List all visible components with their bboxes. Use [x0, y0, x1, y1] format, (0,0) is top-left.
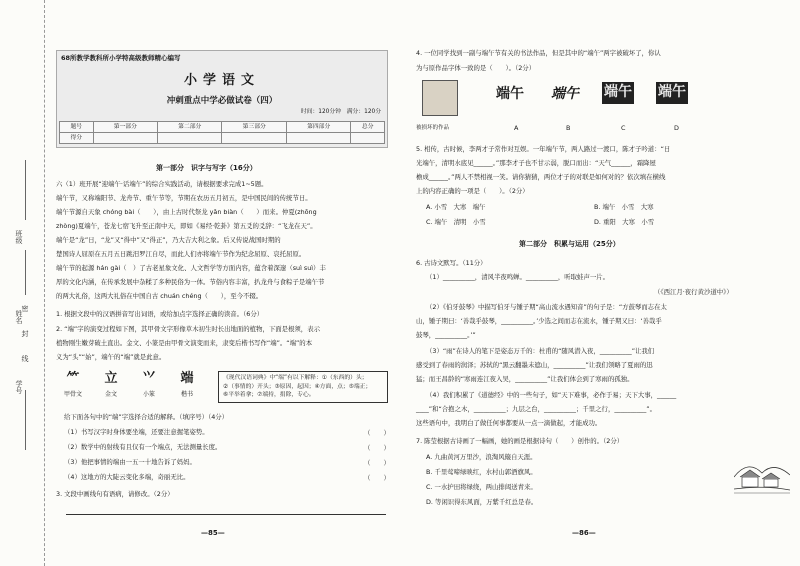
- q2-item: （1）书写汉字时身体要坐端，还要注意握笔姿势。: [64, 428, 209, 436]
- q7-option-a[interactable]: A. 九曲黄河万里沙，浪淘风簸自天涯。: [426, 453, 537, 461]
- q5-option-d[interactable]: D. 重阳 大寒 小雪: [594, 218, 655, 226]
- q5-option-a[interactable]: A. 小雪 大寒 端午: [426, 203, 486, 211]
- question-2: 义为“头”“始”，端午的“端”就是此意。: [56, 353, 166, 361]
- calligraphy-c: 端午: [602, 82, 634, 104]
- option-a-label[interactable]: A: [514, 124, 519, 132]
- answer-blank[interactable]: （ ）: [364, 474, 390, 482]
- oracle-glyph: ⺮: [66, 371, 80, 386]
- question-2: 2. “端”字的演变过程如下图，其甲骨文字形像草木初生时长出地面的植物，下面是根须，表示: [56, 325, 320, 333]
- score-table: [59, 121, 385, 144]
- time-score-line: 时间：120分钟 满分：120分: [300, 109, 381, 115]
- dictionary-box: [218, 371, 388, 403]
- question-1: 1. 根据文段中的汉语拼音写出词语，或给加点字选择正确的读音。（6分）: [56, 310, 264, 318]
- question-4: 为与原作品字体一致的是（ ）。（2分）: [416, 64, 536, 72]
- art-label: 被损坏的作品: [416, 125, 450, 131]
- option-d-label[interactable]: D: [674, 124, 679, 132]
- question-4: 4. 一位同学找到一副与端午节有关的书法作品，但是其中的“端午”两字被破坏了，你认: [416, 49, 661, 57]
- char-evolution: [54, 369, 206, 389]
- passage-line: 楚国诗人屈原在五月五日跳汨罗江自尽，而此人们亦将端午节作为纪念屈原、哀托屈原。: [56, 250, 306, 258]
- q7-option-b[interactable]: B. 千里莺啼绿映红，水村山郭酒旗风。: [426, 468, 537, 476]
- score-head: 第四部分: [286, 122, 350, 133]
- seal-mark: 密: [21, 305, 29, 312]
- q2-item: （2）数学中的射线有且仅有一个端点，无法测量长度。: [64, 443, 222, 451]
- question-5: 檐成______。”两人不禁相视一笑。请你猜猜，两位才子的对联是如何对的？依次填在横线: [416, 173, 666, 181]
- answer-blank[interactable]: （ ）: [364, 429, 390, 437]
- q6-item-4: （4）我们积累了《道德经》中的一些句子，如“天下难事，必作于易；天下大事，______: [426, 391, 677, 399]
- q6-item-1: （1）__________，清风半夜鸣蝉。__________，听取蛙声一片。: [426, 273, 610, 281]
- question-2: 植物刚生嫩芽破土直出。金文、小篆是由甲骨文演变而来，隶变后楷书写作“端”。“端”的本: [56, 339, 313, 347]
- q6-item-3: 感受到了春雨的润泽；苏轼的“黑云翻墨未遮山，__________”让我们领略了夏雨的迅: [416, 361, 653, 369]
- id-label: 学号: [15, 380, 23, 394]
- score-cell[interactable]: [222, 133, 286, 144]
- passage-line: zhòng)夏端午，苍龙七宿飞升至正南中天，即如《易经·乾卦》第五爻的爻辞：“飞龙在天”。: [56, 222, 317, 230]
- option-c-label[interactable]: C: [621, 124, 626, 132]
- answer-blank[interactable]: （ ）: [364, 459, 390, 467]
- class-label: 班级: [15, 230, 23, 244]
- q6-item-2: （2）《伯牙鼓琴》中描写伯牙与锺子期“高山流水遇知音”的句子是：“方鼓琴而志在太: [426, 303, 667, 311]
- passage-line: 端午节的起源 hán gài（ ）了古老星象文化、人文哲学等方面内容，蕴含着深邃（suì suì）丰: [56, 264, 326, 272]
- fill-line: [25, 160, 26, 220]
- seal-glyph: ⺍: [142, 371, 156, 386]
- q2-subheading: 给下面各句中的“端”字选择合适的解释。（填序号）（4分）: [64, 413, 229, 421]
- char-label: 甲骨文: [63, 391, 82, 398]
- q6-item-3: （3）“雨”在诗人的笔下是姿态万千的：杜甫的“随风潜入夜，__________”让我们: [426, 347, 655, 355]
- fill-line: [25, 250, 26, 295]
- passage-line: 六（1）班开展“迎端午·话端午”的综合实践活动，请根据要求完成1~5题。: [56, 180, 268, 188]
- q6-item-2: 鼓琴，__________。’”: [416, 331, 476, 339]
- q5-option-b[interactable]: B. 端午 小雪 大寒: [594, 203, 654, 211]
- fill-line: [25, 390, 26, 450]
- calligraphy-options: [416, 80, 786, 120]
- publisher-line: 68所教学教科所小学特高级教师精心编写: [61, 54, 181, 62]
- regular-glyph: 端: [180, 371, 194, 386]
- calligraphy-d: 端午: [656, 82, 688, 104]
- bronze-glyph: ⽴: [104, 371, 118, 386]
- damaged-artwork: [422, 80, 458, 116]
- dict-line: 《现代汉语词典》中“端”有以下解释：①（东西的）头；: [223, 375, 368, 381]
- dict-line: ②（事情的）开头；③原因，起因；④方面，点；⑤端正；: [223, 383, 372, 390]
- passage-line: 的两大礼俗，这两大礼俗在中国自古 chuán chéng（ ），至今不辍。: [56, 292, 263, 300]
- score-cell[interactable]: [158, 133, 222, 144]
- q2-item: （3）他把事情的端由一五一十地告诉了妈妈。: [64, 458, 196, 466]
- score-cell[interactable]: [351, 133, 385, 144]
- question-5: 上的内容正确的一项是（ ）。（2分）: [416, 187, 529, 195]
- left-page: [46, 0, 396, 566]
- page-number: —85—: [201, 529, 225, 537]
- q6-item-2: 山，锺子期曰：‘善哉乎鼓琴，__________。’少选之间而志在流水，锺子期又曰：‘善哉乎: [416, 317, 662, 325]
- score-head: 总分: [351, 122, 385, 133]
- char-label: 楷书: [180, 391, 193, 398]
- char-label: 小篆: [142, 391, 155, 398]
- char-evolution-labels: [54, 390, 206, 399]
- seal-mark: 线: [21, 355, 29, 362]
- exam-title: 冲刺重点中学必做试卷（四）: [166, 96, 278, 106]
- page-number: —86—: [572, 529, 596, 537]
- score-head: 第二部分: [158, 122, 222, 133]
- answer-line[interactable]: [66, 514, 386, 515]
- village-illustration: [734, 455, 790, 495]
- question-3: 3. 文段中画线句有语病，请修改。（2分）: [56, 490, 174, 498]
- right-page: [404, 0, 794, 566]
- question-5: 5. 相传，古时候，李两才子常作对互娱。一年端午节，两人路过一渡口，陈才子吟道：“日: [416, 145, 671, 153]
- question-7: 7. 陈莹根据古诗画了一幅画，她的画是根据诗句（ ）创作的。（2分）: [416, 437, 624, 445]
- calligraphy-b: 端午: [551, 86, 579, 102]
- score-label: 得分: [60, 133, 94, 144]
- subject-title: 小学语文: [183, 73, 260, 88]
- q6-source: （《西江月·夜行黄沙道中》）: [654, 288, 733, 296]
- option-b-label[interactable]: B: [566, 124, 571, 132]
- seal-mark: 封: [21, 330, 29, 337]
- calligraphy-a: 端午: [496, 86, 524, 102]
- q6-item-4: ____”和“合抱之木，__________；九层之台，__________；千里之行，__________”。: [416, 405, 656, 413]
- passage-line: 端午是“龙”日，“龙”又“得中”又“得正”，乃大吉大利之象。后又传说战国时期的: [56, 236, 281, 244]
- part1-heading: 第一部分 识字与写字（16分）: [156, 164, 257, 172]
- q6-item-4: 这些语句中，我明白了做任何事都要从一点一滴做起，才能成功。: [416, 419, 602, 427]
- score-cell[interactable]: [286, 133, 350, 144]
- answer-blank[interactable]: （ ）: [364, 444, 390, 452]
- part2-heading: 第二部分 积累与运用（25分）: [519, 240, 620, 248]
- passage-line: 端午节源自天象 chóng bài（ ），由上古时代祭龙 yǎn biàn（ ）而来。仲夏(zhōng: [56, 208, 317, 216]
- score-head: 第三部分: [222, 122, 286, 133]
- q7-option-d[interactable]: D. 等闲识得东风面，万紫千红总是春。: [426, 498, 538, 506]
- q7-option-c[interactable]: C. 一水护田将绿绕，两山排闼送青来。: [426, 483, 537, 491]
- score-head: 题号: [60, 122, 94, 133]
- dict-line: ⑥平举着拿；⑦端持，捐除，专心。: [223, 392, 315, 399]
- passage-line: 厚的文化内涵，在传承发展中杂糅了多种民俗为一体。节俗内容丰富，扒龙舟与食粽子是端午节: [56, 278, 325, 286]
- score-head: 第一部分: [93, 122, 157, 133]
- question-6: 6. 古诗文默写。（11分）: [416, 259, 487, 267]
- score-cell[interactable]: [93, 133, 157, 144]
- passage-line: 端午节，又称端阳节、龙舟节、重午节等，节期在农历五月初五，是中国民间的传统节日。: [56, 194, 312, 202]
- binding-gutter: [0, 0, 45, 566]
- name-label: 姓名: [15, 310, 23, 324]
- q6-item-3: 猛；而王昌龄的“寒雨连江夜入吴，__________”让我们体会到了寒雨的孤独。: [416, 375, 634, 383]
- q2-item: （4）这地方的大陡云变化多端，奇丽无比。: [64, 473, 190, 481]
- exam-header: [56, 50, 388, 148]
- char-label: 金文: [104, 391, 117, 398]
- question-5: 光端午，清明水底见______。”那李才子也不甘示弱，脱口而出：“天气______，霜降屋: [416, 159, 656, 167]
- q5-option-c[interactable]: C. 端午 清明 小雪: [426, 218, 486, 226]
